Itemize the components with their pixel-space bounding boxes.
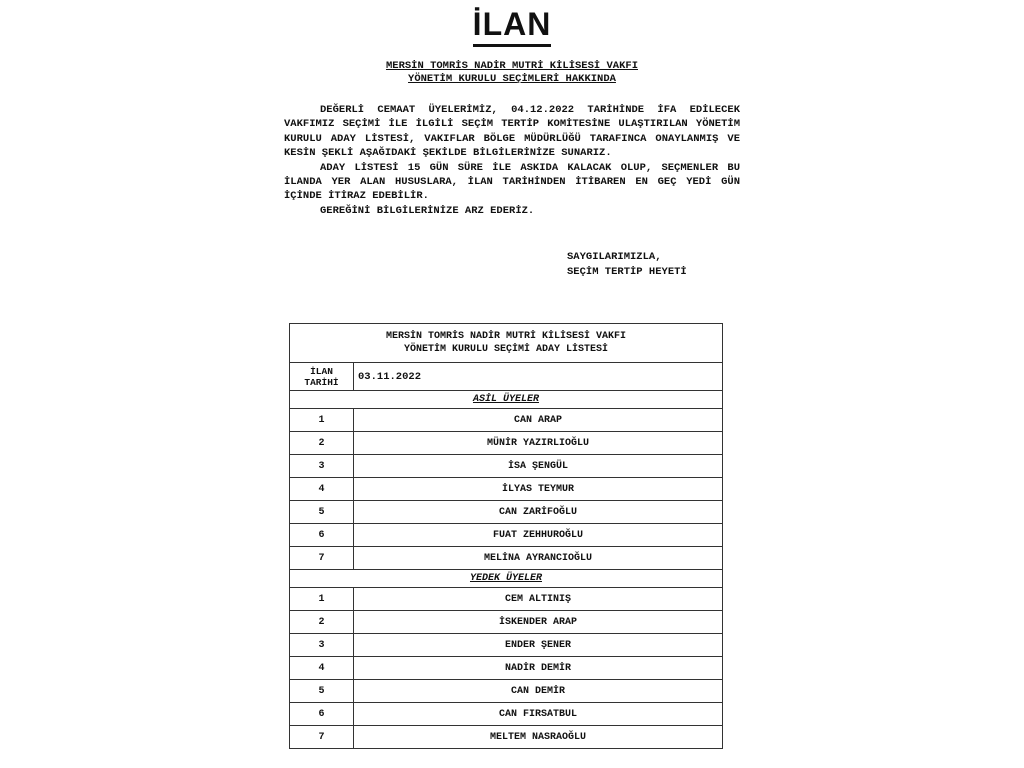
row-number: 7 [290,547,354,570]
table-row [290,409,723,432]
announcement-date-label [290,363,354,391]
table-header-line-1: MERSİN TOMRİS NADİR MUTRİ KİLİSESİ VAKFI [385,331,627,342]
table-header-line-2: YÖNETİM KURULU SEÇİMİ ADAY LİSTESİ [403,344,609,355]
member-name: MÜNİR YAZIRLIOĞLU [354,432,723,455]
table-row [290,680,723,703]
body-paragraph-2: ADAY LİSTESİ 15 GÜN SÜRE İLE ASKIDA KALACAK OLUP, SEÇMENLER BU İLANDA YER ALAN HUSUSLARA, İLAN TARİHİNDEN İTİBAREN EN GEÇ YEDİ GÜN İÇİNDE İTİRAZ EDEBİLİR. [284,161,740,203]
row-number: 1 [290,588,354,611]
row-number: 6 [290,703,354,726]
table-row [290,501,723,524]
table-row [290,703,723,726]
table-row [290,524,723,547]
member-name: CEM ALTINIŞ [354,588,723,611]
row-number: 4 [290,478,354,501]
table-row [290,726,723,749]
member-name: ENDER ŞENER [354,634,723,657]
table-row [290,478,723,501]
signature-line-1: SAYGILARIMIZLA, [567,251,662,263]
member-name: İSKENDER ARAP [354,611,723,634]
table-row [290,547,723,570]
section-title-asil: ASİL ÜYELER [290,391,723,409]
table-row [290,455,723,478]
member-name: CAN FIRSATBUL [354,703,723,726]
document-title-text: İLAN [473,6,552,47]
date-label-line-1: İLAN [310,365,333,377]
signature-line-2: SEÇİM TERTİP HEYETİ [567,266,687,278]
announcement-body [284,103,740,218]
date-label-line-2: TARİHİ [304,376,339,388]
member-name: MELTEM NASRAOĞLU [354,726,723,749]
body-paragraph-1: DEĞERLİ CEMAAT ÜYELERİMİZ, 04.12.2022 TARİHİNDE İFA EDİLECEK VAKFIMIZ SEÇİMİ İLE İLGİLİ SEÇİM TERTİP KOMİTESİNE ULAŞTIRILAN YÖNETİM KURULU ADAY LİSTESİ, VAKIFLAR BÖLGE MÜDÜRLÜĞÜ TARAFINCA ONAYLANMIŞ VE KESİN ŞEKLİ AŞAĞIDAKİ ŞEKİLDE BİLGİLERİNİZE SUNARIZ. [284,104,740,160]
row-number: 3 [290,634,354,657]
subtitle-line-2: YÖNETİM KURULU SEÇİMLERİ HAKKINDA [408,73,616,85]
member-name: NADİR DEMİR [354,657,723,680]
row-number: 2 [290,611,354,634]
table-row [290,634,723,657]
row-number: 5 [290,501,354,524]
row-number: 4 [290,657,354,680]
candidate-list-table [289,323,723,749]
signature-block [567,250,687,280]
row-number: 5 [290,680,354,703]
section-title-yedek: YEDEK ÜYELER [290,570,723,588]
announcement-date-value: 03.11.2022 [354,363,723,391]
member-name: FUAT ZEHHUROĞLU [354,524,723,547]
body-paragraph-3: GEREĞİNİ BİLGİLERİNİZE ARZ EDERİZ. [320,204,535,217]
table-row [290,432,723,455]
document-title [0,6,1024,43]
member-name: CAN ZARİFOĞLU [354,501,723,524]
row-number: 6 [290,524,354,547]
row-number: 2 [290,432,354,455]
table-header [290,324,723,363]
member-name: İLYAS TEYMUR [354,478,723,501]
document-subtitle [0,60,1024,86]
subtitle-line-1: MERSİN TOMRİS NADİR MUTRİ KİLİSESİ VAKFI [385,60,639,72]
table-row [290,588,723,611]
member-name: CAN ARAP [354,409,723,432]
member-name: CAN DEMİR [354,680,723,703]
member-name: MELİNA AYRANCIOĞLU [354,547,723,570]
row-number: 3 [290,455,354,478]
table-row [290,611,723,634]
row-number: 7 [290,726,354,749]
row-number: 1 [290,409,354,432]
member-name: İSA ŞENGÜL [354,455,723,478]
table-row [290,657,723,680]
